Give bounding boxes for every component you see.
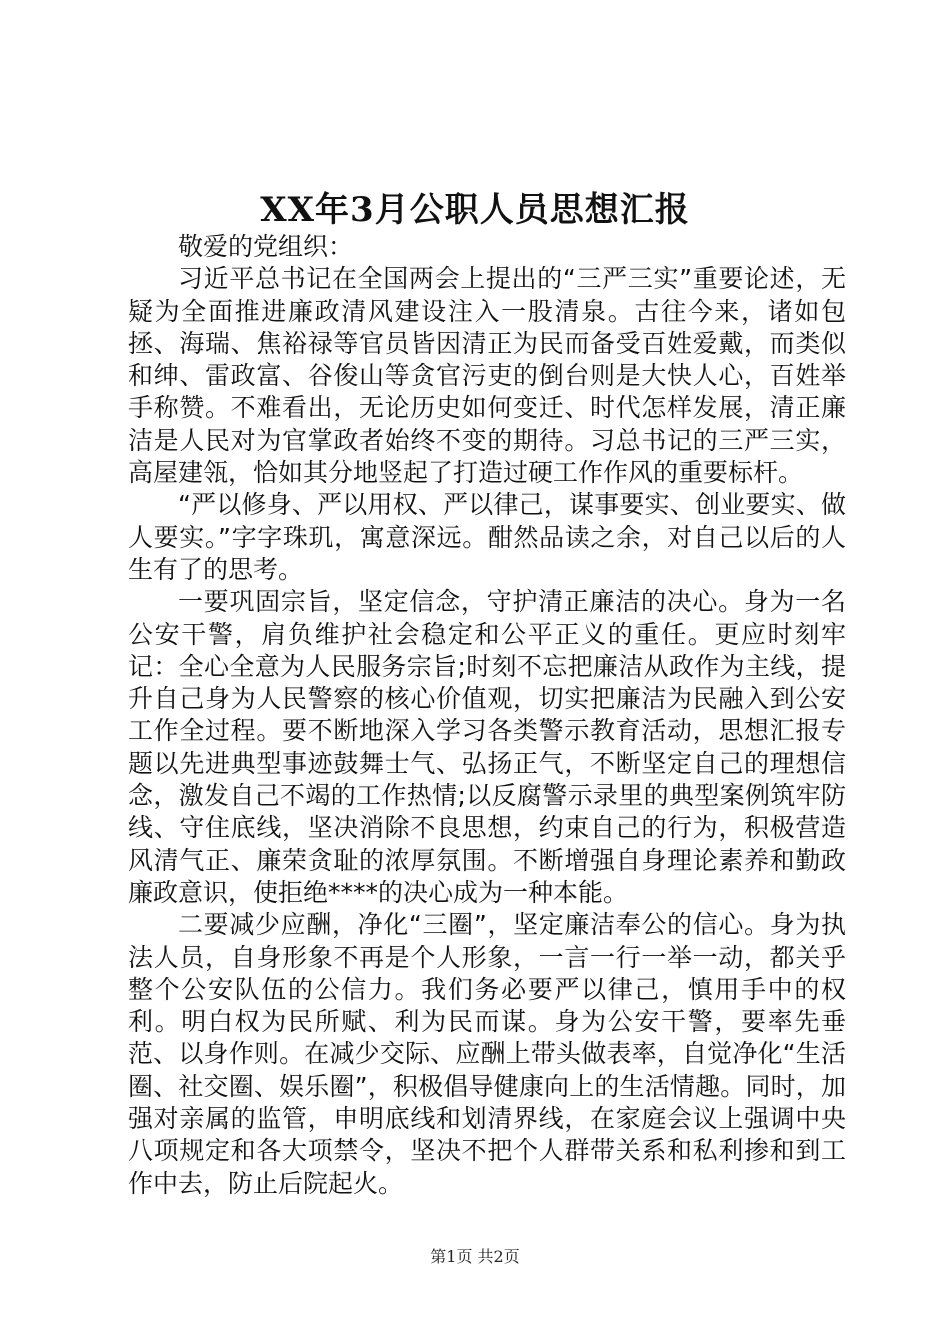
document-title: XX年3月公职人员思想汇报 (260, 190, 690, 230)
paragraph-4: 二要减少应酬，净化“三圈”，坚定廉洁奉公的信心。身为执法人员，自身形象不再是个人形象，一言一行一举一动，都关乎整个公安队伍的公信力。我们务必要严以律己，慎用手中的权利。明白权为民所赋、利为民而谋。身为公安干警，要率先垂范、以身作则。在减少交际、应酬上带头做表率，自觉净化“生活圈、社交圈、娱乐圈”，积极倡导健康向上的生活情趣。同时，加强对亲属的监管，申明底线和划清界线，在家庭会议上强调中央八项规定和各大项禁令，坚决不把个人群带关系和私利掺和到工作中去，防止后院起火。 (128, 910, 846, 1198)
paragraph-1: 习近平总书记在全国两会上提出的“三严三实”重要论述，无疑为全面推进廉政清风建设注入一股清泉。古往今来，诸如包拯、海瑞、焦裕禄等官员皆因清正为民而备受百姓爱戴，而类似和绅、雷政富、谷俊山等贪官污吏的倒台则是大快人心，百姓举手称赞。不难看出，无论历史如何变迁、时代怎样发展，清正廉洁是人民对为官掌政者始终不变的期待。习总书记的三严三实，高屋建瓴，恰如其分地竖起了打造过硬工作作风的重要标杆。 (128, 264, 846, 488)
page-number-footer: 第1页 共2页 (430, 1247, 520, 1266)
document-body (128, 231, 846, 1200)
paragraph-3: 一要巩固宗旨，坚定信念，守护清正廉洁的决心。身为一名公安干警，肩负维护社会稳定和公平正义的重任。更应时刻牢记：全心全意为人民服务宗旨;时刻不忘把廉洁从政作为主线，提升自己身为人民警察的核心价值观，切实把廉洁为民融入到公安工作全过程。要不断地深入学习各类警示教育活动，思想汇报专题以先进典型事迹鼓舞士气、弘扬正气，不断坚定自己的理想信念，激发自己不竭的工作热情;以反腐警示录里的典型案例筑牢防线、守住底线，坚决消除不良思想，约束自己的行为，积极营造风清气正、廉荣贪耻的浓厚氛围。不断增强自身理论素养和勤政廉政意识，使拒绝****的决心成为一种本能。 (128, 587, 846, 907)
paragraph-2: “严以修身、严以用权、严以律己，谋事要实、创业要实、做人要实。”字字珠玑，寓意深远。酣然品读之余，对自己以后的人生有了的思考。 (128, 490, 846, 584)
salutation: 敬爱的党组织： (178, 232, 354, 261)
